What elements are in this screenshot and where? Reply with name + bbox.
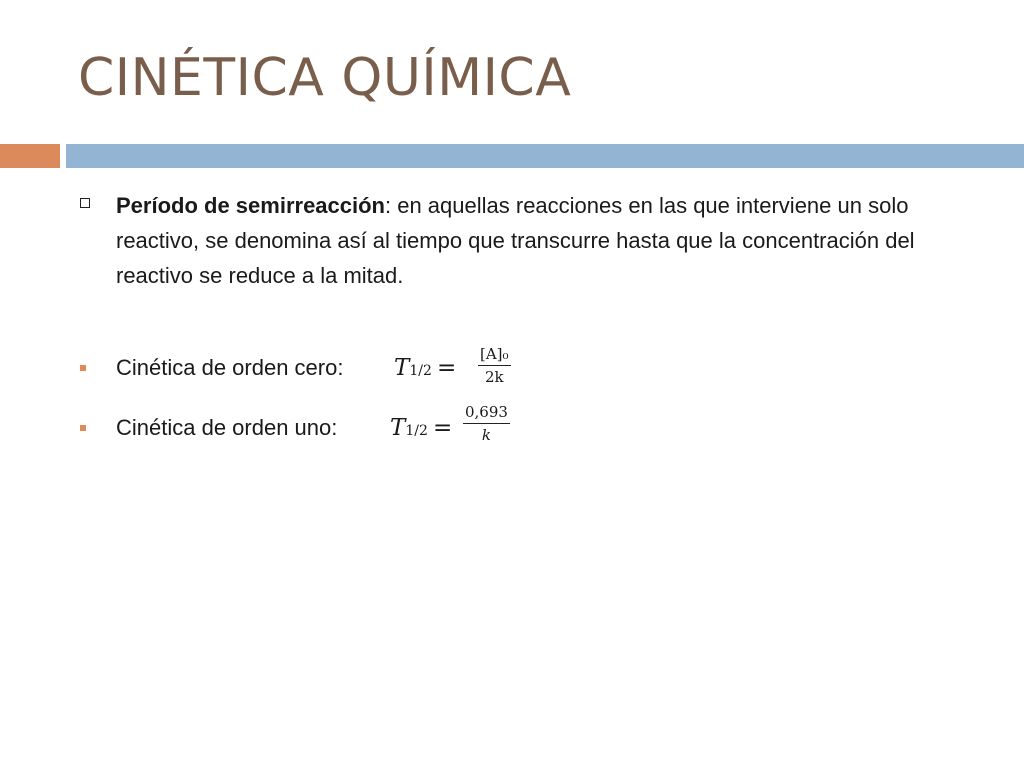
formula-label-first-order: Cinética de orden uno: bbox=[116, 415, 338, 440]
formula-lhs-zero-order bbox=[394, 355, 456, 381]
fraction-denominator: k bbox=[481, 426, 492, 445]
half-life-symbol: T bbox=[390, 415, 406, 441]
fraction-numerator: [A]₀ bbox=[480, 345, 509, 363]
fraction-denominator: 2k bbox=[484, 368, 504, 387]
half-life-subscript: 1/2 bbox=[409, 363, 432, 379]
accent-bar-blue bbox=[66, 144, 1024, 168]
square-bullet-icon bbox=[80, 198, 90, 208]
half-life-subscript: 1/2 bbox=[405, 423, 428, 439]
formula-label-zero-order: Cinética de orden cero: bbox=[116, 355, 344, 380]
definition-text: : en aquellas reacciones en las que interviene un solo reactivo, se denomina así al tiempo que transcurre hasta que la concentración del reactivo se reduce a la mitad. bbox=[116, 193, 915, 288]
equals-sign: = bbox=[432, 415, 453, 441]
fraction-zero-order bbox=[478, 345, 511, 386]
accent-bar-orange bbox=[0, 144, 60, 168]
slide-title: CINÉTICA QUÍMICA bbox=[78, 48, 572, 108]
half-life-symbol: T bbox=[394, 355, 410, 381]
definition-paragraph bbox=[116, 188, 976, 293]
equals-sign: = bbox=[436, 355, 457, 381]
fraction-numerator: 0,693 bbox=[465, 403, 508, 421]
definition-term: Período de semirreacción bbox=[116, 193, 385, 218]
sub-bullet-icon bbox=[80, 365, 86, 371]
fraction-first-order bbox=[463, 403, 510, 444]
sub-bullet-icon bbox=[80, 425, 86, 431]
formula-lhs-first-order bbox=[390, 415, 452, 441]
